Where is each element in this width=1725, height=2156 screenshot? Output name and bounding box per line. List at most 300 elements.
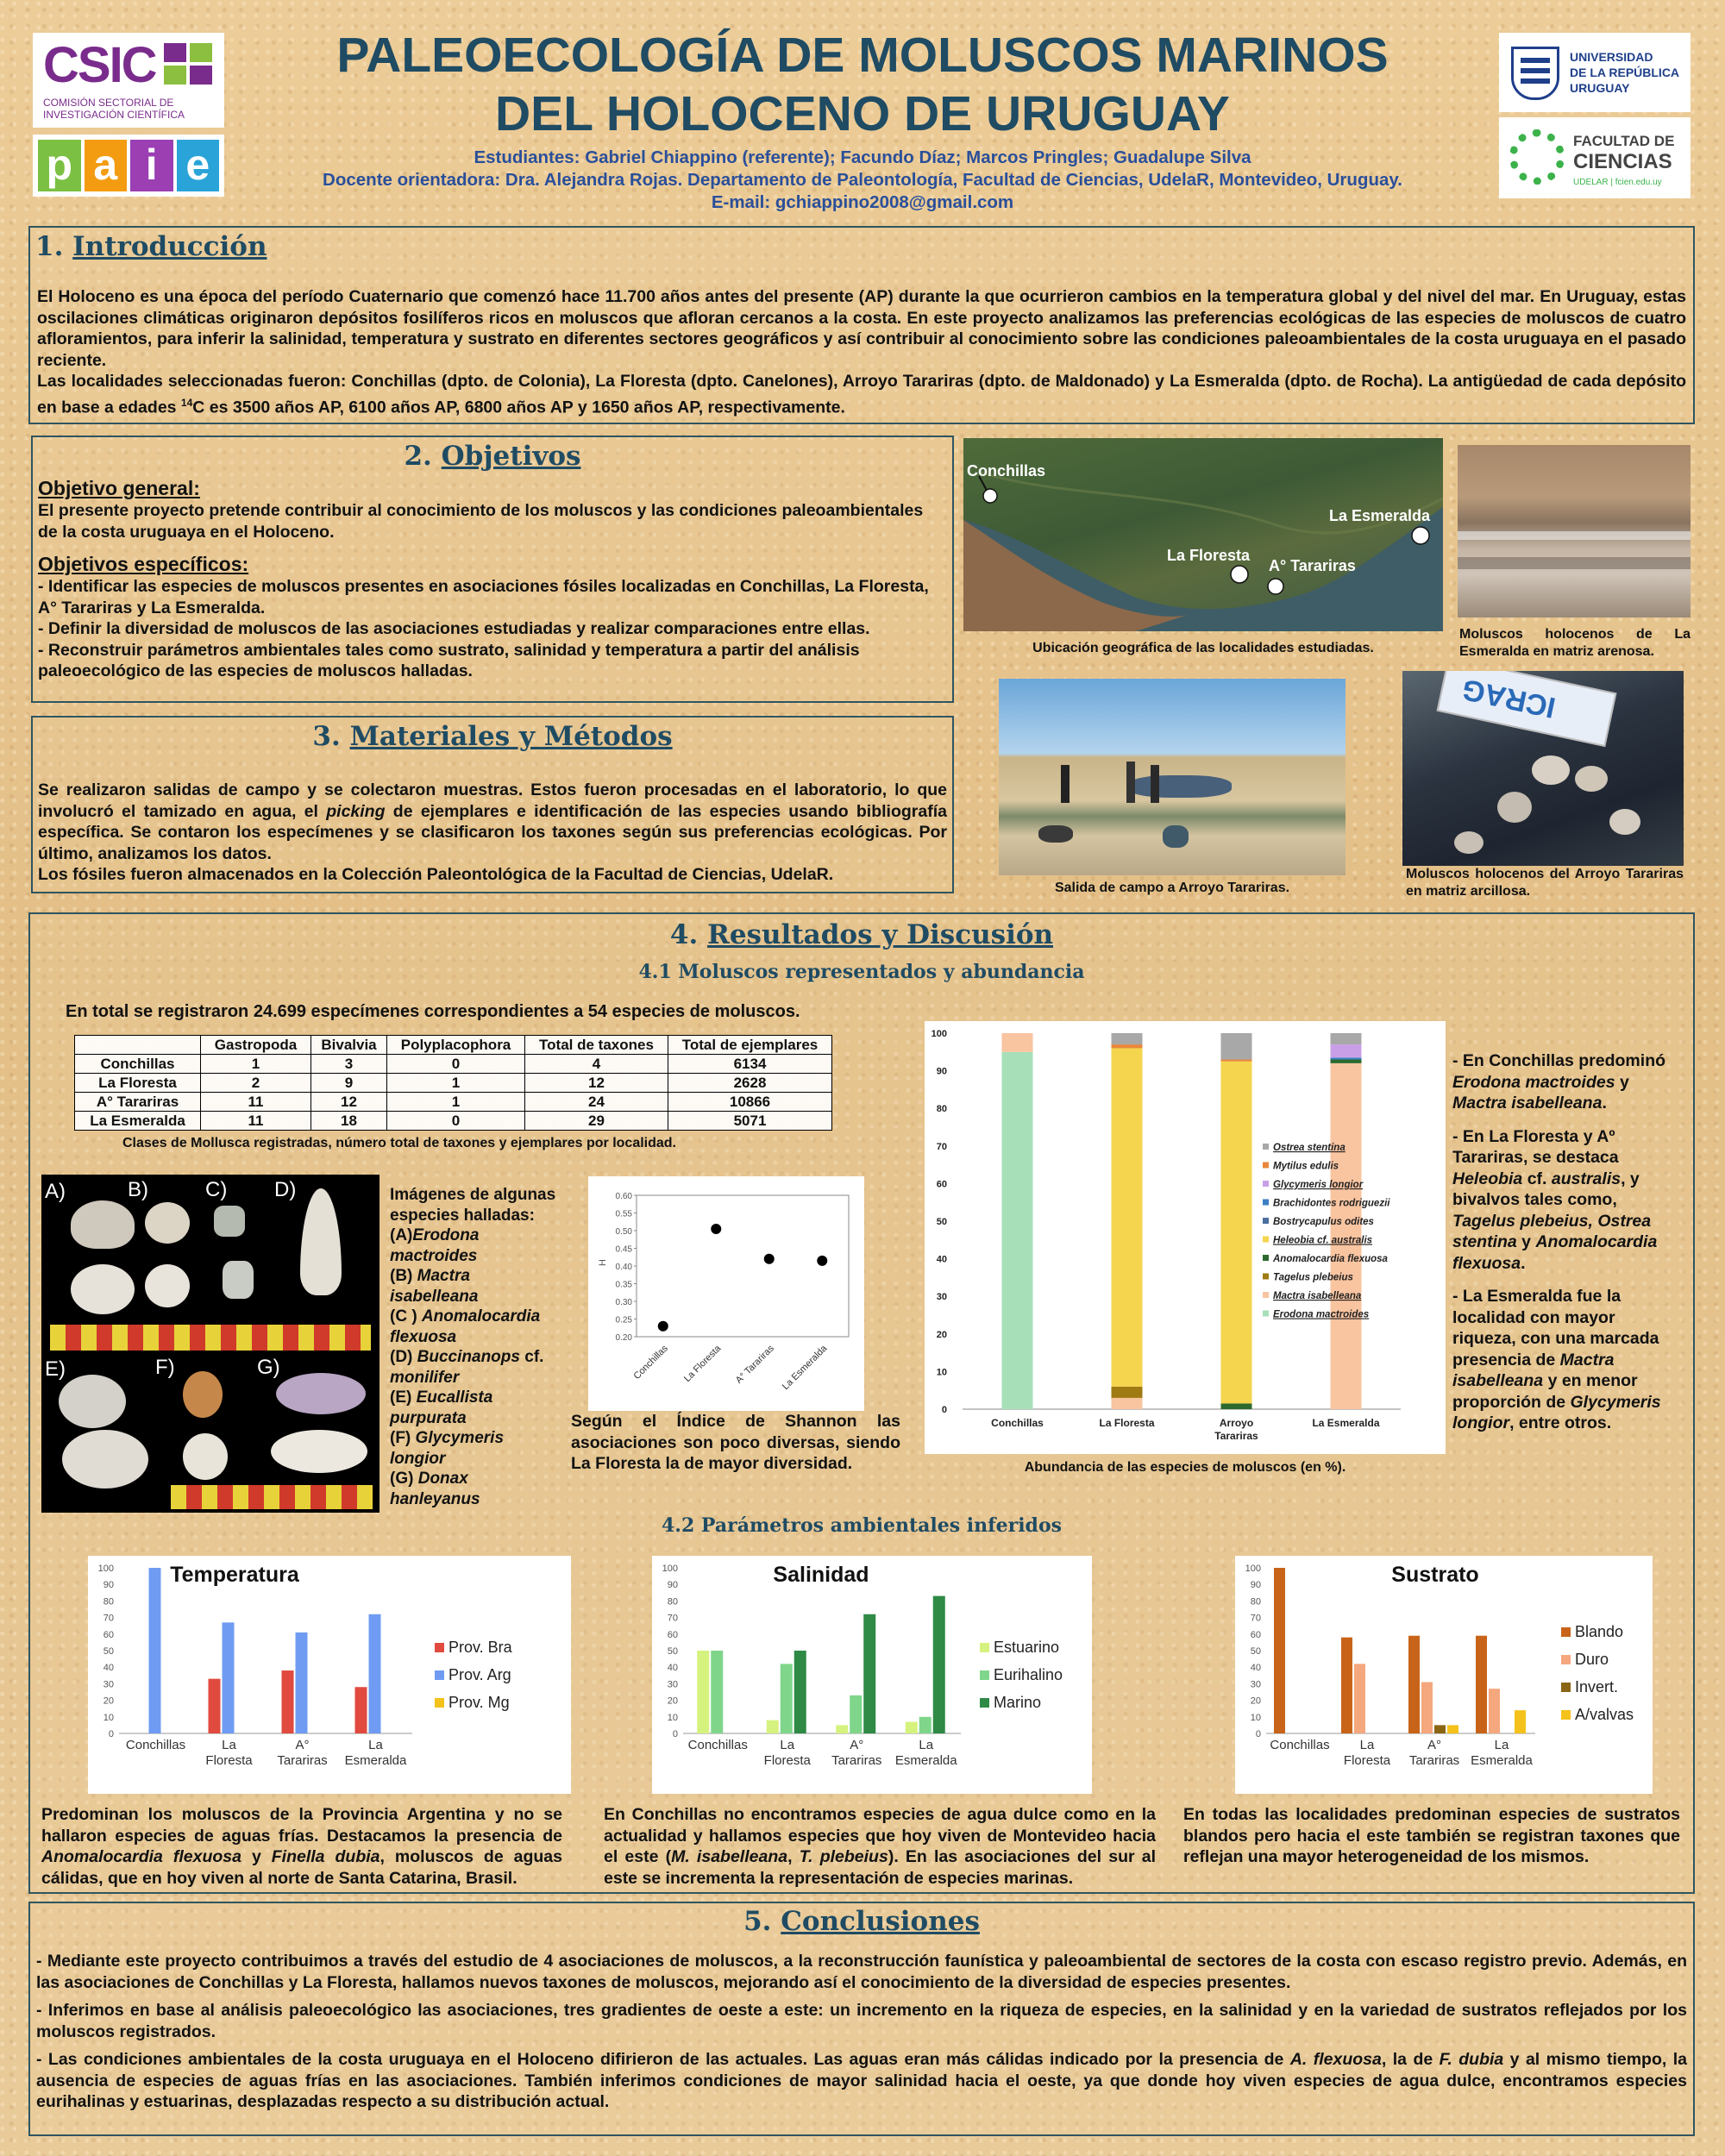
conclusions-body [36, 1951, 1687, 2113]
legend-swatch [435, 1643, 444, 1652]
y-tick-label: 100 [1245, 1564, 1261, 1574]
table-header: Bivalvia [311, 1036, 387, 1055]
y-tick-label: 100 [662, 1564, 678, 1574]
table-row [75, 1055, 832, 1074]
specific-objectives-label: Objetivos específicos: [38, 553, 249, 575]
legend-label: Marino [994, 1694, 1042, 1711]
species-label: F) [155, 1356, 175, 1379]
bar [794, 1651, 806, 1733]
bar [863, 1614, 875, 1733]
table-header: Polyplacophora [387, 1036, 525, 1055]
intro-p1: El Holoceno es una época del período Cuaternario que comenzó hace 11.700 años antes del presente (AP) durante la que ocurrieron cambios en la temperatura global y del nivel del mar. En Uruguay, estas oscilaciones climáticas originaron depósitos fosilíferos ricos en moluscos que afloran cercanos a la costa. En este proyecto analizamos las preferencias ecológicas de las especies de moluscos de cuatro afloramientos, para inferir la salinidad, temperatura y sustrato en diferentes sectores geográficos y así contribuir al conocimiento sobre las condiciones paleoambientales de la costa uruguaya en el pasado reciente. [37, 287, 1686, 370]
discussion-species: Anomalocardia flexuosa [1452, 1232, 1658, 1273]
esmeralda-caption: Moluscos holocenos de La Esmeralda en matriz arenosa. [1459, 627, 1690, 659]
legend-label: Prov. Arg [448, 1666, 511, 1683]
abundance-discussion [1452, 1050, 1678, 1434]
methods-p1-b: de ejemplares e identificación de las especies usando bibliografía específica. Se contaron los especímenes y se clasificaron los taxones según sus preferencias ecológicas. Por último, analizamos los datos. [38, 801, 947, 863]
salinity-text-species: M. isabelleana [671, 1847, 788, 1866]
salinity-chart-svg [652, 1556, 1092, 1794]
ruler-image [171, 1485, 373, 1509]
intro-section [28, 226, 1695, 424]
total-specimens-text: En total se registraron 24.699 especímenes correspondientes a 54 especies de moluscos. [66, 1002, 800, 1021]
stacked-bar-segment [1112, 1033, 1143, 1044]
methods-p1-a: Se realizaron salidas de campo y se colectaron muestras. Estos fueron procesadas en el laboratorio, lo que involucró el tamizado en agua, el [38, 780, 947, 821]
legend-swatch [1263, 1311, 1269, 1317]
discussion-text: . [1521, 1253, 1526, 1273]
csic-logo-sub1: COMISIÓN SECTORIAL DE [43, 97, 174, 109]
bar [1515, 1710, 1526, 1733]
results-subtitle-1: 4.1 Moluscos representados y abundancia [638, 961, 1085, 983]
species-item-prefix: (D) [390, 1348, 417, 1366]
legend-swatch [1561, 1627, 1571, 1637]
bar [906, 1722, 918, 1733]
legend-label: Blando [1575, 1623, 1624, 1640]
species-item-name: Eucallista purpurata [390, 1388, 493, 1427]
stacked-bar-segment [1002, 1052, 1033, 1409]
legend-label: Estuarino [994, 1639, 1060, 1656]
legend-label: Mactra isabelleana [1273, 1291, 1362, 1301]
legend-swatch [1263, 1144, 1269, 1150]
discussion-item [1452, 1286, 1678, 1434]
discussion-text: y en menor proporción de [1452, 1371, 1638, 1412]
legend-label: Ostrea stentina [1273, 1143, 1346, 1153]
species-item-name: Anomalocardia flexuosa [390, 1307, 541, 1346]
conclusions-title-text: Conclusiones [781, 1906, 980, 1937]
shell-image [223, 1261, 254, 1299]
bar [836, 1725, 848, 1733]
paie-letter: p [38, 140, 81, 191]
objectives-number: 2. [404, 441, 432, 472]
fcien-logo [1499, 117, 1690, 198]
legend-swatch [1561, 1710, 1571, 1720]
discussion-species: Glycymeris longior [1452, 1392, 1661, 1432]
udelar-text-2: DE LA REPÚBLICA [1570, 66, 1680, 79]
species-item-name: Glycymeris longior [390, 1429, 505, 1468]
y-tick-label: 20 [103, 1695, 114, 1707]
shell-image [145, 1264, 190, 1307]
intro-p2 [37, 371, 1686, 418]
csic-logo-text: CSIC [43, 37, 156, 93]
abundance-caption: Abundancia de las especies de moluscos (en %). [1024, 1460, 1346, 1475]
table-cell: 29 [525, 1112, 668, 1131]
table-cell: La Floresta [75, 1074, 201, 1093]
results-title [28, 919, 1695, 950]
discussion-species: Mactra isabelleana [1452, 1350, 1615, 1390]
table-header: Gastropoda [201, 1036, 311, 1055]
species-item-name: Erodona mactroides [390, 1226, 480, 1265]
shell-image [214, 1206, 245, 1237]
shannon-chart-svg [588, 1176, 864, 1411]
y-tick-label: 80 [103, 1596, 114, 1608]
stacked-bar-segment [1221, 1403, 1252, 1409]
temperature-text [41, 1804, 562, 1889]
y-tick-label: 0.30 [615, 1298, 632, 1307]
y-tick-label: 0.25 [615, 1315, 632, 1326]
y-tick-label: 60 [1250, 1629, 1261, 1640]
species-item-sep: cf. [519, 1348, 544, 1366]
y-tick-label: 10 [667, 1712, 678, 1723]
discussion-species: australis [1551, 1169, 1622, 1188]
table-cell: Conchillas [75, 1055, 201, 1074]
species-item-prefix: (B) [390, 1267, 417, 1285]
x-tick-label: Tarariras [831, 1753, 882, 1768]
substrate-chart [1235, 1556, 1653, 1794]
y-tick-label: 70 [667, 1613, 678, 1624]
discussion-text: . [1602, 1094, 1607, 1112]
map-caption: Ubicación geográfica de las localidades estudiadas. [1032, 641, 1374, 655]
chart-title: Temperatura [170, 1563, 299, 1587]
table-cell: 3 [311, 1055, 387, 1074]
y-tick-label: 10 [1250, 1712, 1261, 1723]
paie-letter: e [177, 140, 220, 191]
methods-section [31, 716, 954, 893]
udelar-text-1: UNIVERSIDAD [1570, 50, 1653, 64]
methods-p1 [38, 780, 947, 864]
y-tick-label: 100 [931, 1029, 947, 1039]
map-image [963, 438, 1443, 631]
y-tick-label: 0.60 [615, 1192, 632, 1201]
conclusion-text: - Las condiciones ambientales de la costa uruguaya en el Holoceno difirieron de las actuales. Las aguas eran más cálidas indicado por la presencia de [36, 2050, 1290, 2069]
species-label: C) [205, 1178, 228, 1201]
legend-label: Duro [1575, 1651, 1609, 1668]
table-row [75, 1093, 832, 1112]
intro-p2-b: C es 3500 años AP, 6100 años AP, 6800 años AP y 1650 años AP, respectivamente. [192, 398, 845, 417]
y-tick-label: 40 [936, 1254, 947, 1265]
legend-swatch [1561, 1655, 1571, 1664]
methods-title [33, 721, 952, 752]
discussion-species: Tagelus plebeius, Ostrea stentina [1452, 1211, 1652, 1251]
x-tick-label: A° Tarariras [733, 1343, 776, 1386]
x-tick-label: A° [295, 1738, 310, 1752]
conclusion-item: - Mediante este proyecto contribuimos a través del estudio de 4 asociaciones de moluscos, a la reconstrucción faunística y paleoambiental de sectores de la costa con escaso registro previo. Además, en las asociaciones de Conchillas y La Floresta, hallamos nuevos taxones de moluscos, mejorando así el conocimiento de la diversidad de especies presentes. [36, 1952, 1687, 1992]
legend-swatch [980, 1698, 989, 1708]
legend-swatch [980, 1670, 989, 1680]
shell-image [145, 1202, 190, 1244]
table-header [75, 1036, 201, 1055]
y-tick-label: 50 [103, 1646, 114, 1657]
y-tick-label: 0.45 [615, 1244, 632, 1255]
salinity-text-species: T. plebeius [799, 1847, 888, 1866]
tarariras-photo [1402, 671, 1684, 866]
species-list [390, 1185, 559, 1509]
stacked-bar-segment [1221, 1033, 1252, 1060]
table-cell: 6134 [668, 1055, 832, 1074]
temperature-chart-svg [88, 1556, 571, 1794]
conclusion-species: A. flexuosa [1289, 2050, 1382, 2069]
y-tick-label: 70 [936, 1141, 947, 1152]
table-cell: 1 [387, 1074, 525, 1093]
y-tick-label: 50 [936, 1217, 947, 1227]
stacked-bar-segment [1331, 1057, 1362, 1059]
species-list-intro: Imágenes de algunas especies halladas: [390, 1186, 556, 1225]
stacked-bar-segment [1221, 1062, 1252, 1404]
plot-frame [637, 1195, 849, 1337]
table-header-row [75, 1036, 832, 1055]
stacked-bar-segment [1112, 1044, 1143, 1048]
data-point [658, 1321, 668, 1332]
species-photo-panel [41, 1175, 380, 1513]
x-tick-label: Tarariras [1408, 1753, 1460, 1768]
x-tick-label: Conchillas [125, 1738, 186, 1752]
bar [711, 1651, 723, 1733]
tarariras-caption: Moluscos holocenos del Arroyo Tarariras en matriz arcillosa. [1406, 867, 1684, 899]
species-label: E) [45, 1357, 66, 1381]
fcien-mark-icon [1509, 129, 1565, 185]
methods-number: 3. [312, 721, 341, 752]
x-tick-label: Esmeralda [1471, 1753, 1533, 1768]
species-item [390, 1469, 559, 1509]
y-tick-label: 40 [1250, 1663, 1261, 1674]
table-cell: 2 [201, 1074, 311, 1093]
species-item-prefix: (A) [390, 1226, 413, 1244]
y-tick-label: 20 [936, 1329, 947, 1340]
conclusion-species: F. dubia [1439, 2050, 1504, 2069]
table-cell: 4 [525, 1055, 668, 1074]
salinity-text-part: ). En las asociaciones del sur al este se incrementa la representación de especies marinas. [604, 1847, 1156, 1888]
table-row [75, 1112, 832, 1131]
legend-swatch [1263, 1218, 1269, 1224]
x-tick-label: Floresta [205, 1753, 253, 1768]
bar [1421, 1682, 1433, 1733]
table-cell: 1 [201, 1055, 311, 1074]
y-tick-label: 90 [936, 1066, 947, 1077]
table-cell: 1 [387, 1093, 525, 1112]
x-tick-label: La [919, 1738, 934, 1752]
bar [850, 1695, 862, 1733]
y-tick-label: 60 [103, 1629, 114, 1640]
legend-swatch [1263, 1181, 1269, 1187]
y-tick-label: 0 [108, 1729, 114, 1739]
shell-image [276, 1373, 366, 1414]
table-header: Total de taxones [525, 1036, 668, 1055]
methods-p1-em: picking [326, 801, 386, 821]
x-tick-label: Arroyo [1219, 1417, 1254, 1429]
species-label: B) [128, 1178, 148, 1201]
bar [355, 1687, 367, 1733]
udelar-logo [1499, 33, 1690, 112]
y-tick-label: 10 [936, 1367, 947, 1378]
table-cell: 12 [525, 1074, 668, 1093]
conclusions-number: 5. [743, 1906, 772, 1937]
bar [919, 1717, 932, 1733]
legend-label: Mytilus edulis [1273, 1161, 1339, 1172]
objectives-section [31, 436, 954, 703]
y-tick-label: 0.55 [615, 1209, 632, 1219]
species-item-name: Mactra isabelleana [390, 1267, 479, 1306]
legend-label: Invert. [1575, 1678, 1619, 1695]
map-label: Conchillas [967, 462, 1046, 479]
y-tick-label: 10 [103, 1712, 114, 1723]
species-item-prefix: (C ) [390, 1307, 422, 1326]
fcien-text-1: FACULTAD DE [1573, 133, 1675, 149]
y-tick-label: 80 [1250, 1596, 1261, 1608]
table-caption: Clases de Mollusca registradas, número total de taxones y ejemplares por localidad. [122, 1136, 676, 1150]
y-tick-label: 100 [97, 1564, 114, 1574]
stacked-bar-segment [1331, 1060, 1362, 1063]
authors-block [242, 147, 1484, 214]
discussion-species: Mactra isabelleana [1452, 1094, 1603, 1112]
table-cell: 0 [387, 1112, 525, 1131]
y-tick-label: 30 [1250, 1679, 1261, 1690]
discussion-text: , entre otros. [1509, 1413, 1612, 1432]
x-tick-label: Conchillas [1270, 1738, 1330, 1752]
shell-image [271, 1430, 367, 1473]
x-tick-label: La [780, 1738, 795, 1752]
y-tick-label: 90 [1250, 1580, 1261, 1591]
results-title-text: Resultados y Discusión [707, 919, 1054, 950]
x-tick-label: La [368, 1738, 383, 1752]
legend-label: Bostrycapulus odites [1273, 1217, 1374, 1227]
y-tick-label: 70 [1250, 1613, 1261, 1624]
conclusion-item [36, 2049, 1687, 2113]
legend-swatch [1263, 1163, 1269, 1169]
legend-label: Prov. Mg [448, 1694, 510, 1711]
shell-image [300, 1188, 342, 1295]
salinity-text-part: En Conchillas no encontramos especies de agua dulce como en la actualidad y hallamos especies que hoy viven de Montevideo hacia el este ( [604, 1805, 1156, 1866]
conclusion-item: - Inferimos en base al análisis paleoecológico las asociaciones, tres gradientes de oeste a este: un incremento en la riqueza de especies, en la salinidad y en la variedad de sustratos reflejados por los moluscos registrados. [36, 2001, 1687, 2041]
discussion-item [1452, 1050, 1678, 1114]
y-tick-label: 50 [667, 1646, 678, 1657]
y-tick-label: 60 [667, 1629, 678, 1640]
esmeralda-photo [1458, 445, 1690, 617]
methods-p2: Los fósiles fueron almacenados en la Colección Paleontológica de la Facultad de Ciencias, UdelaR. [38, 865, 834, 884]
legend-label: Prov. Bra [448, 1639, 512, 1656]
email: E-mail: gchiappino2008@gmail.com [711, 192, 1014, 212]
shannon-text: Según el Índice de Shannon las asociaciones son poco diversas, siendo La Floresta la de mayor diversidad. [571, 1412, 900, 1473]
paie-letter: i [130, 140, 173, 191]
results-subtitle-2: 4.2 Parámetros ambientales inferidos [661, 1514, 1063, 1537]
intro-title-text: Introducción [72, 231, 267, 262]
legend-swatch [435, 1698, 444, 1708]
results-table [74, 1035, 832, 1131]
csic-logo [33, 33, 224, 128]
discussion-text: - En Conchillas predominó [1452, 1051, 1666, 1070]
bar [697, 1651, 709, 1733]
legend-swatch [1263, 1237, 1269, 1243]
data-point [817, 1256, 827, 1266]
discussion-text: - La Esmeralda fue la localidad con mayor riqueza, con una marcada presencia de [1452, 1287, 1659, 1369]
table-cell: 12 [311, 1093, 387, 1112]
discussion-text: - En La Floresta y Aº Tarariras, se destaca [1452, 1126, 1619, 1167]
temperature-text-species: Finella dubia [271, 1847, 380, 1866]
discussion-species: Erodona mactroides [1452, 1072, 1615, 1092]
chart-title: Salinidad [773, 1563, 869, 1587]
table-cell: 10866 [668, 1093, 832, 1112]
x-tick-label: Conchillas [631, 1343, 670, 1382]
table-cell: La Esmeralda [75, 1112, 201, 1131]
bar [223, 1622, 235, 1733]
intro-title [35, 231, 267, 262]
y-tick-label: 30 [103, 1679, 114, 1690]
y-tick-label: 90 [667, 1580, 678, 1591]
methods-title-text: Materiales y Métodos [349, 721, 673, 752]
data-point [711, 1224, 721, 1234]
x-tick-label: Esmeralda [894, 1753, 957, 1768]
species-item-name: Buccinanops [417, 1348, 520, 1366]
x-tick-label: La [1359, 1738, 1375, 1752]
x-tick-label: La [222, 1738, 236, 1752]
stacked-bar-segment [1221, 1060, 1252, 1062]
shell-image [183, 1371, 223, 1418]
species-label: A) [45, 1180, 66, 1203]
results-number: 4. [669, 919, 699, 950]
legend-swatch [1263, 1200, 1269, 1206]
legend-swatch [980, 1643, 989, 1652]
intro-body [37, 286, 1686, 418]
x-tick-label: Tarariras [277, 1753, 328, 1768]
data-point [764, 1254, 775, 1264]
legend-label: Glycymeris longior [1273, 1180, 1364, 1190]
bar [767, 1720, 779, 1733]
udelar-text-3: URUGUAY [1570, 81, 1630, 95]
species-item-prefix: (E) [390, 1388, 417, 1407]
shell-image [71, 1264, 135, 1314]
intro-p2-a: Las localidades seleccionadas fueron: Conchillas (dpto. de Colonia), La Floresta (dpto. Canelones), Arroyo Tarariras (dpto. de Maldonado) y La Esmeralda (dpto. de Rocha). La antigüedad de cada depósito en base a edades [37, 372, 1686, 417]
legend-label: Eurihalino [994, 1666, 1063, 1683]
x-tick-label: Esmeralda [344, 1753, 407, 1768]
table-cell: 5071 [668, 1112, 832, 1131]
x-tick-label: Tarariras [1214, 1430, 1258, 1442]
salinity-chart [652, 1556, 1092, 1794]
csic-logo-sub2: INVESTIGACIÓN CIENTÍFICA [43, 109, 185, 121]
salinity-text [604, 1804, 1156, 1889]
x-tick-label: La Floresta [681, 1343, 724, 1385]
stacked-bar-segment [1112, 1048, 1143, 1386]
legend-swatch [1263, 1255, 1269, 1261]
salinity-text-part: , [787, 1847, 800, 1866]
x-tick-label: Conchillas [991, 1417, 1044, 1429]
conclusion-text: y al mismo tiempo, la ausencia de especies de aguas frías en las asociaciones. También inferimos condiciones de mayor salinidad hacia el oeste, ya que donde hoy viven especies de agua dulce, encontramos especies eurihalinas y estuarinas, desplazadas respecto a su distribución actual. [36, 2050, 1687, 2111]
fcien-text-2: CIENCIAS [1573, 150, 1672, 173]
conclusion-text: , la de [1381, 2050, 1440, 2069]
bar [209, 1679, 221, 1733]
bar [1434, 1725, 1446, 1733]
x-tick-label: La Esmeralda [1312, 1417, 1380, 1429]
y-tick-label: 0 [941, 1405, 947, 1415]
species-label: G) [257, 1356, 280, 1379]
bar [933, 1596, 945, 1733]
y-tick-label: 0.35 [615, 1280, 632, 1290]
table-cell: 24 [525, 1093, 668, 1112]
legend-label: Anomalocardia flexuosa [1273, 1254, 1388, 1264]
legend-label: Heleobia cf. australis [1273, 1235, 1373, 1246]
discussion-item [1452, 1126, 1678, 1275]
map-label: A° Tarariras [1269, 557, 1356, 574]
y-tick-label: 80 [936, 1104, 947, 1115]
poster-title [259, 26, 1466, 143]
bar [1408, 1636, 1420, 1733]
y-tick-label: 0 [1255, 1729, 1261, 1739]
icrag-tag-text: ICRAG [1458, 672, 1559, 724]
x-tick-label: Floresta [763, 1753, 811, 1768]
species-item [390, 1225, 559, 1266]
bar [296, 1633, 308, 1733]
y-tick-label: 0 [672, 1729, 678, 1739]
bar [1341, 1638, 1352, 1733]
field-trip-caption: Salida de campo a Arroyo Tarariras. [1054, 881, 1290, 895]
stacked-bar-segment [1331, 1044, 1362, 1057]
intro-p2-sup: 14 [180, 396, 193, 409]
temperature-text-species: Anomalocardia flexuosa [41, 1847, 242, 1866]
stacked-bar-segment [1331, 1033, 1362, 1044]
x-tick-label: A° [1427, 1738, 1442, 1752]
bar [1354, 1664, 1365, 1733]
x-tick-label: La [1494, 1738, 1509, 1752]
shannon-chart [588, 1176, 864, 1411]
table-cell: 0 [387, 1055, 525, 1074]
temperature-text-part: y [241, 1847, 272, 1866]
chart-title: Sustrato [1391, 1563, 1479, 1587]
